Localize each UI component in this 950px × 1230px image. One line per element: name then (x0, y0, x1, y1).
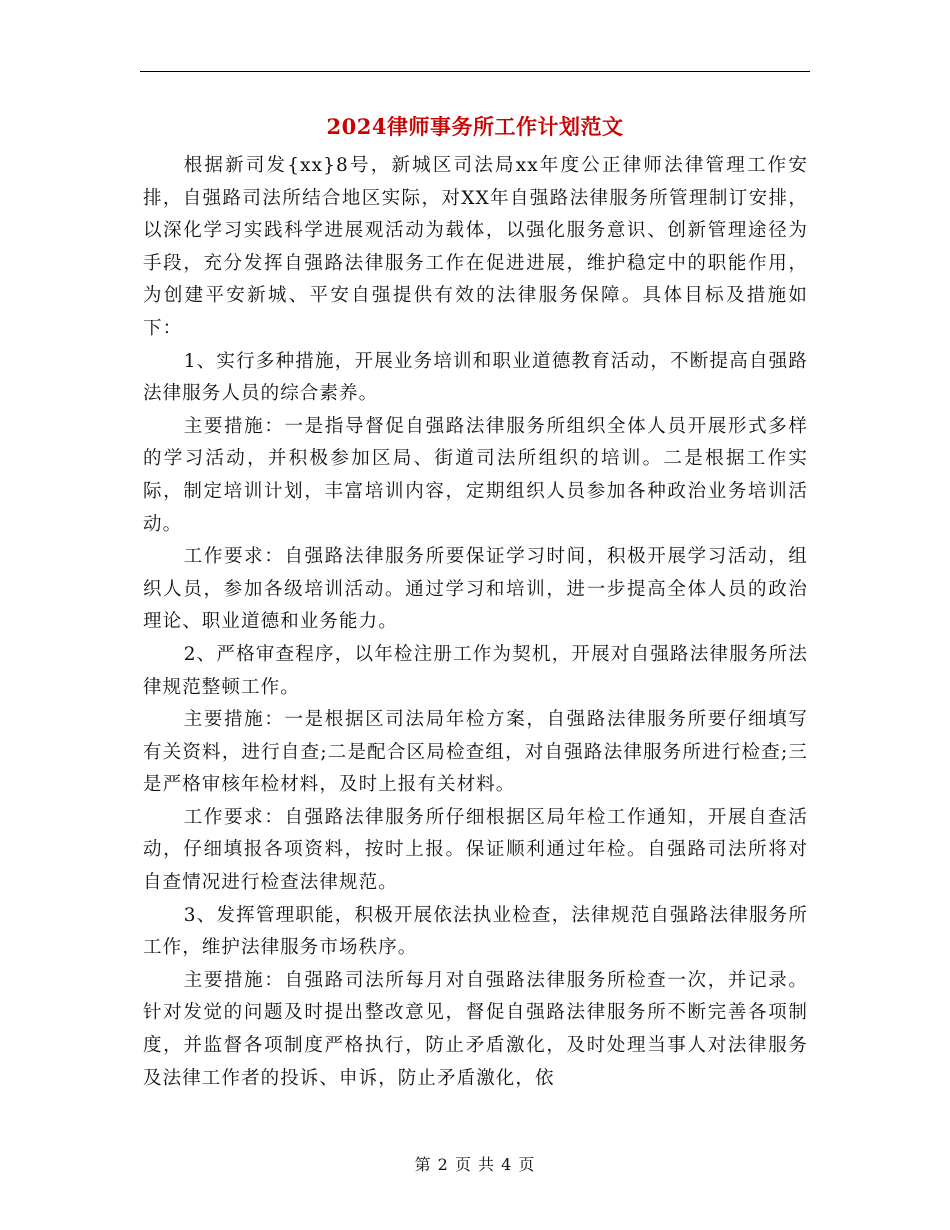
document-title: 2024律师事务所工作计划范文 (326, 114, 624, 139)
paragraph-intro: 根据新司发{xx}8号，新城区司法局xx年度公正律师法律管理工作安排，自强路司法所结合地区实际，对XX年自强路法律服务所管理制订安排，以深化学习实践科学进展观活动为载体，以强化服务意识、创新管理途径为手段，充分发挥自强路法律服务工作在促进进展，维护稳定中的职能作用，为创建平安新城、平安自强提供有效的法律服务保障。具体目标及措施如下： (143, 155, 808, 339)
paragraph-goal-2: 2、严格审查程序，以年检注册工作为契机，开展对自强路法律服务所法律规范整顿工作。 (143, 643, 808, 698)
document-body (143, 150, 808, 1095)
page-number-footer: 第 2 页 共 4 页 (414, 1155, 536, 1174)
paragraph-requirements-1: 工作要求：自强路法律服务所要保证学习时间，积极开展学习活动，组织人员，参加各级培训活动。通过学习和培训，进一步提高全体人员的政治理论、职业道德和业务能力。 (143, 546, 808, 633)
paragraph-measures-3: 主要措施：自强路司法所每月对自强路法律服务所检查一次，并记录。针对发觉的问题及时提出整改意见，督促自强路法律服务所不断完善各项制度，并监督各项制度严格执行，防止矛盾激化，及时处理当事人对法律服务及法律工作者的投诉、申诉，防止矛盾激化，依 (143, 969, 808, 1089)
paragraph-goal-1: 1、实行多种措施，开展业务培训和职业道德教育活动，不断提高自强路法律服务人员的综合素养。 (143, 350, 808, 405)
paragraph-measures-2: 主要措施：一是根据区司法局年检方案，自强路法律服务所要仔细填写有关资料，进行自查;二是配合区局检查组，对自强路法律服务所进行检查;三是严格审核年检材料，及时上报有关材料。 (143, 709, 808, 796)
paragraph-measures-1: 主要措施：一是指导督促自强路法律服务所组织全体人员开展形式多样的学习活动，并积极参加区局、街道司法所组织的培训。二是根据工作实际，制定培训计划，丰富培训内容，定期组织人员参加各种政治业务培训活动。 (143, 415, 808, 535)
paragraph-requirements-2: 工作要求：自强路法律服务所仔细根据区局年检工作通知，开展自查活动，仔细填报各项资料，按时上报。保证顺利通过年检。自强路司法所将对自查情况进行检查法律规范。 (143, 806, 808, 894)
paragraph-goal-3: 3、发挥管理职能，积极开展依法执业检查，法律规范自强路法律服务所工作，维护法律服务市场秩序。 (143, 904, 808, 959)
header-rule (140, 71, 810, 72)
